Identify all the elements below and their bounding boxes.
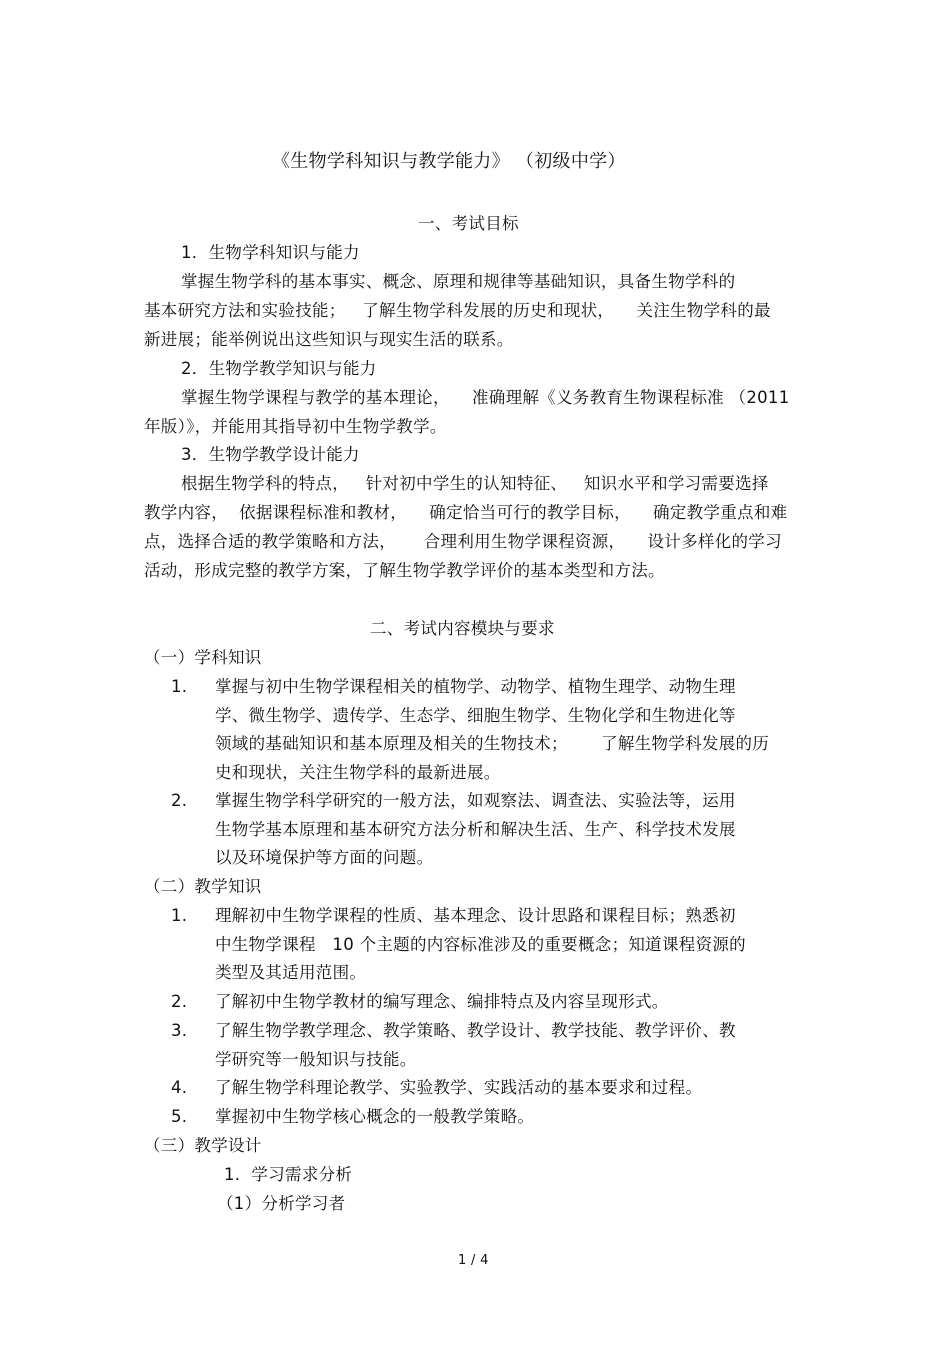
list-line: 中生物学课程 10 个主题的内容标准涉及的重要概念；知道课程资源的 — [215, 935, 746, 954]
subsection-heading: （一）学科知识 — [144, 648, 262, 667]
list-line: 类型及其适用范围。 — [215, 963, 367, 982]
paragraph-line: 点，选择合适的教学策略和方法， 合理利用生物学课程资源， 设计多样化的学习 — [144, 532, 782, 551]
list-line: 生物学基本原理和基本研究方法分析和解决生活、生产、科学技术发展 — [215, 820, 736, 839]
subsection-heading: （三）教学设计 — [144, 1136, 262, 1155]
list-number: 5. — [171, 1107, 188, 1126]
list-line: 掌握生物学科学研究的一般方法，如观察法、调查法、实验法等，运用 — [215, 791, 736, 810]
list-line: 掌握与初中生物学课程相关的植物学、动物学、植物生理学、动物生理 — [215, 677, 736, 696]
item-heading: 2．生物学教学知识与能力 — [181, 359, 377, 378]
paragraph-line: 根据生物学科的特点， 针对初中学生的认知特征、 知识水平和学习需要选择 — [181, 474, 769, 493]
list-line: 了解初中生物学教材的编写理念、编排特点及内容呈现形式。 — [215, 992, 669, 1011]
paragraph-line: 年版）》，并能用其指导初中生物学教学。 — [144, 417, 447, 436]
list-line: 理解初中生物学课程的性质、基本理念、设计思路和课程目标；熟悉初 — [215, 906, 736, 925]
list-number: 2. — [171, 791, 188, 810]
section-heading: 一、考试目标 — [418, 214, 519, 233]
document-title: 《生物学科知识与教学能力》 （初级中学） — [272, 151, 626, 172]
list-number: 3. — [171, 1021, 188, 1040]
list-line: 史和现状，关注生物学科的最新进展。 — [215, 763, 501, 782]
subsection-heading: （二）教学知识 — [144, 877, 262, 896]
item-subheading: （1）分析学习者 — [217, 1194, 346, 1213]
item-heading: 1. 学习需求分析 — [224, 1165, 353, 1184]
list-number: 2. — [171, 992, 188, 1011]
paragraph-line: 基本研究方法和实验技能； 了解生物学科发展的历史和现状， 关注生物学科的最 — [144, 301, 771, 320]
paragraph-line: 掌握生物学科的基本事实、概念、原理和规律等基础知识，具备生物学科的 — [181, 272, 736, 291]
list-line: 掌握初中生物学核心概念的一般教学策略。 — [215, 1107, 535, 1126]
list-number: 1. — [171, 906, 188, 925]
list-line: 领域的基础知识和基本原理及相关的生物技术； 了解生物学科发展的历 — [215, 734, 770, 753]
page-number: 1 / 4 — [458, 1253, 489, 1268]
item-heading: 3．生物学教学设计能力 — [181, 445, 360, 464]
paragraph-line: 教学内容， 依据课程标准和教材， 确定恰当可行的教学目标， 确定教学重点和难 — [144, 503, 788, 522]
paragraph-line: 新进展；能举例说出这些知识与现实生活的联系。 — [144, 330, 514, 349]
list-line: 了解生物学教学理念、教学策略、教学设计、教学技能、教学评价、教 — [215, 1021, 736, 1040]
list-line: 了解生物学科理论教学、实验教学、实践活动的基本要求和过程。 — [215, 1078, 703, 1097]
item-heading: 1．生物学科知识与能力 — [181, 243, 360, 262]
section-heading: 二、考试内容模块与要求 — [370, 619, 555, 638]
paragraph-line: 活动，形成完整的教学方案，了解生物学教学评价的基本类型和方法。 — [144, 561, 665, 580]
list-line: 学、微生物学、遗传学、生态学、细胞生物学、生物化学和生物进化等 — [215, 706, 736, 725]
list-number: 4. — [171, 1078, 188, 1097]
paragraph-line: 掌握生物学课程与教学的基本理论， 准确理解《义务教育生物课程标准 （2011 — [181, 388, 790, 407]
list-line: 以及环境保护等方面的问题。 — [215, 848, 434, 867]
list-number: 1. — [171, 677, 188, 696]
list-line: 学研究等一般知识与技能。 — [215, 1050, 417, 1069]
